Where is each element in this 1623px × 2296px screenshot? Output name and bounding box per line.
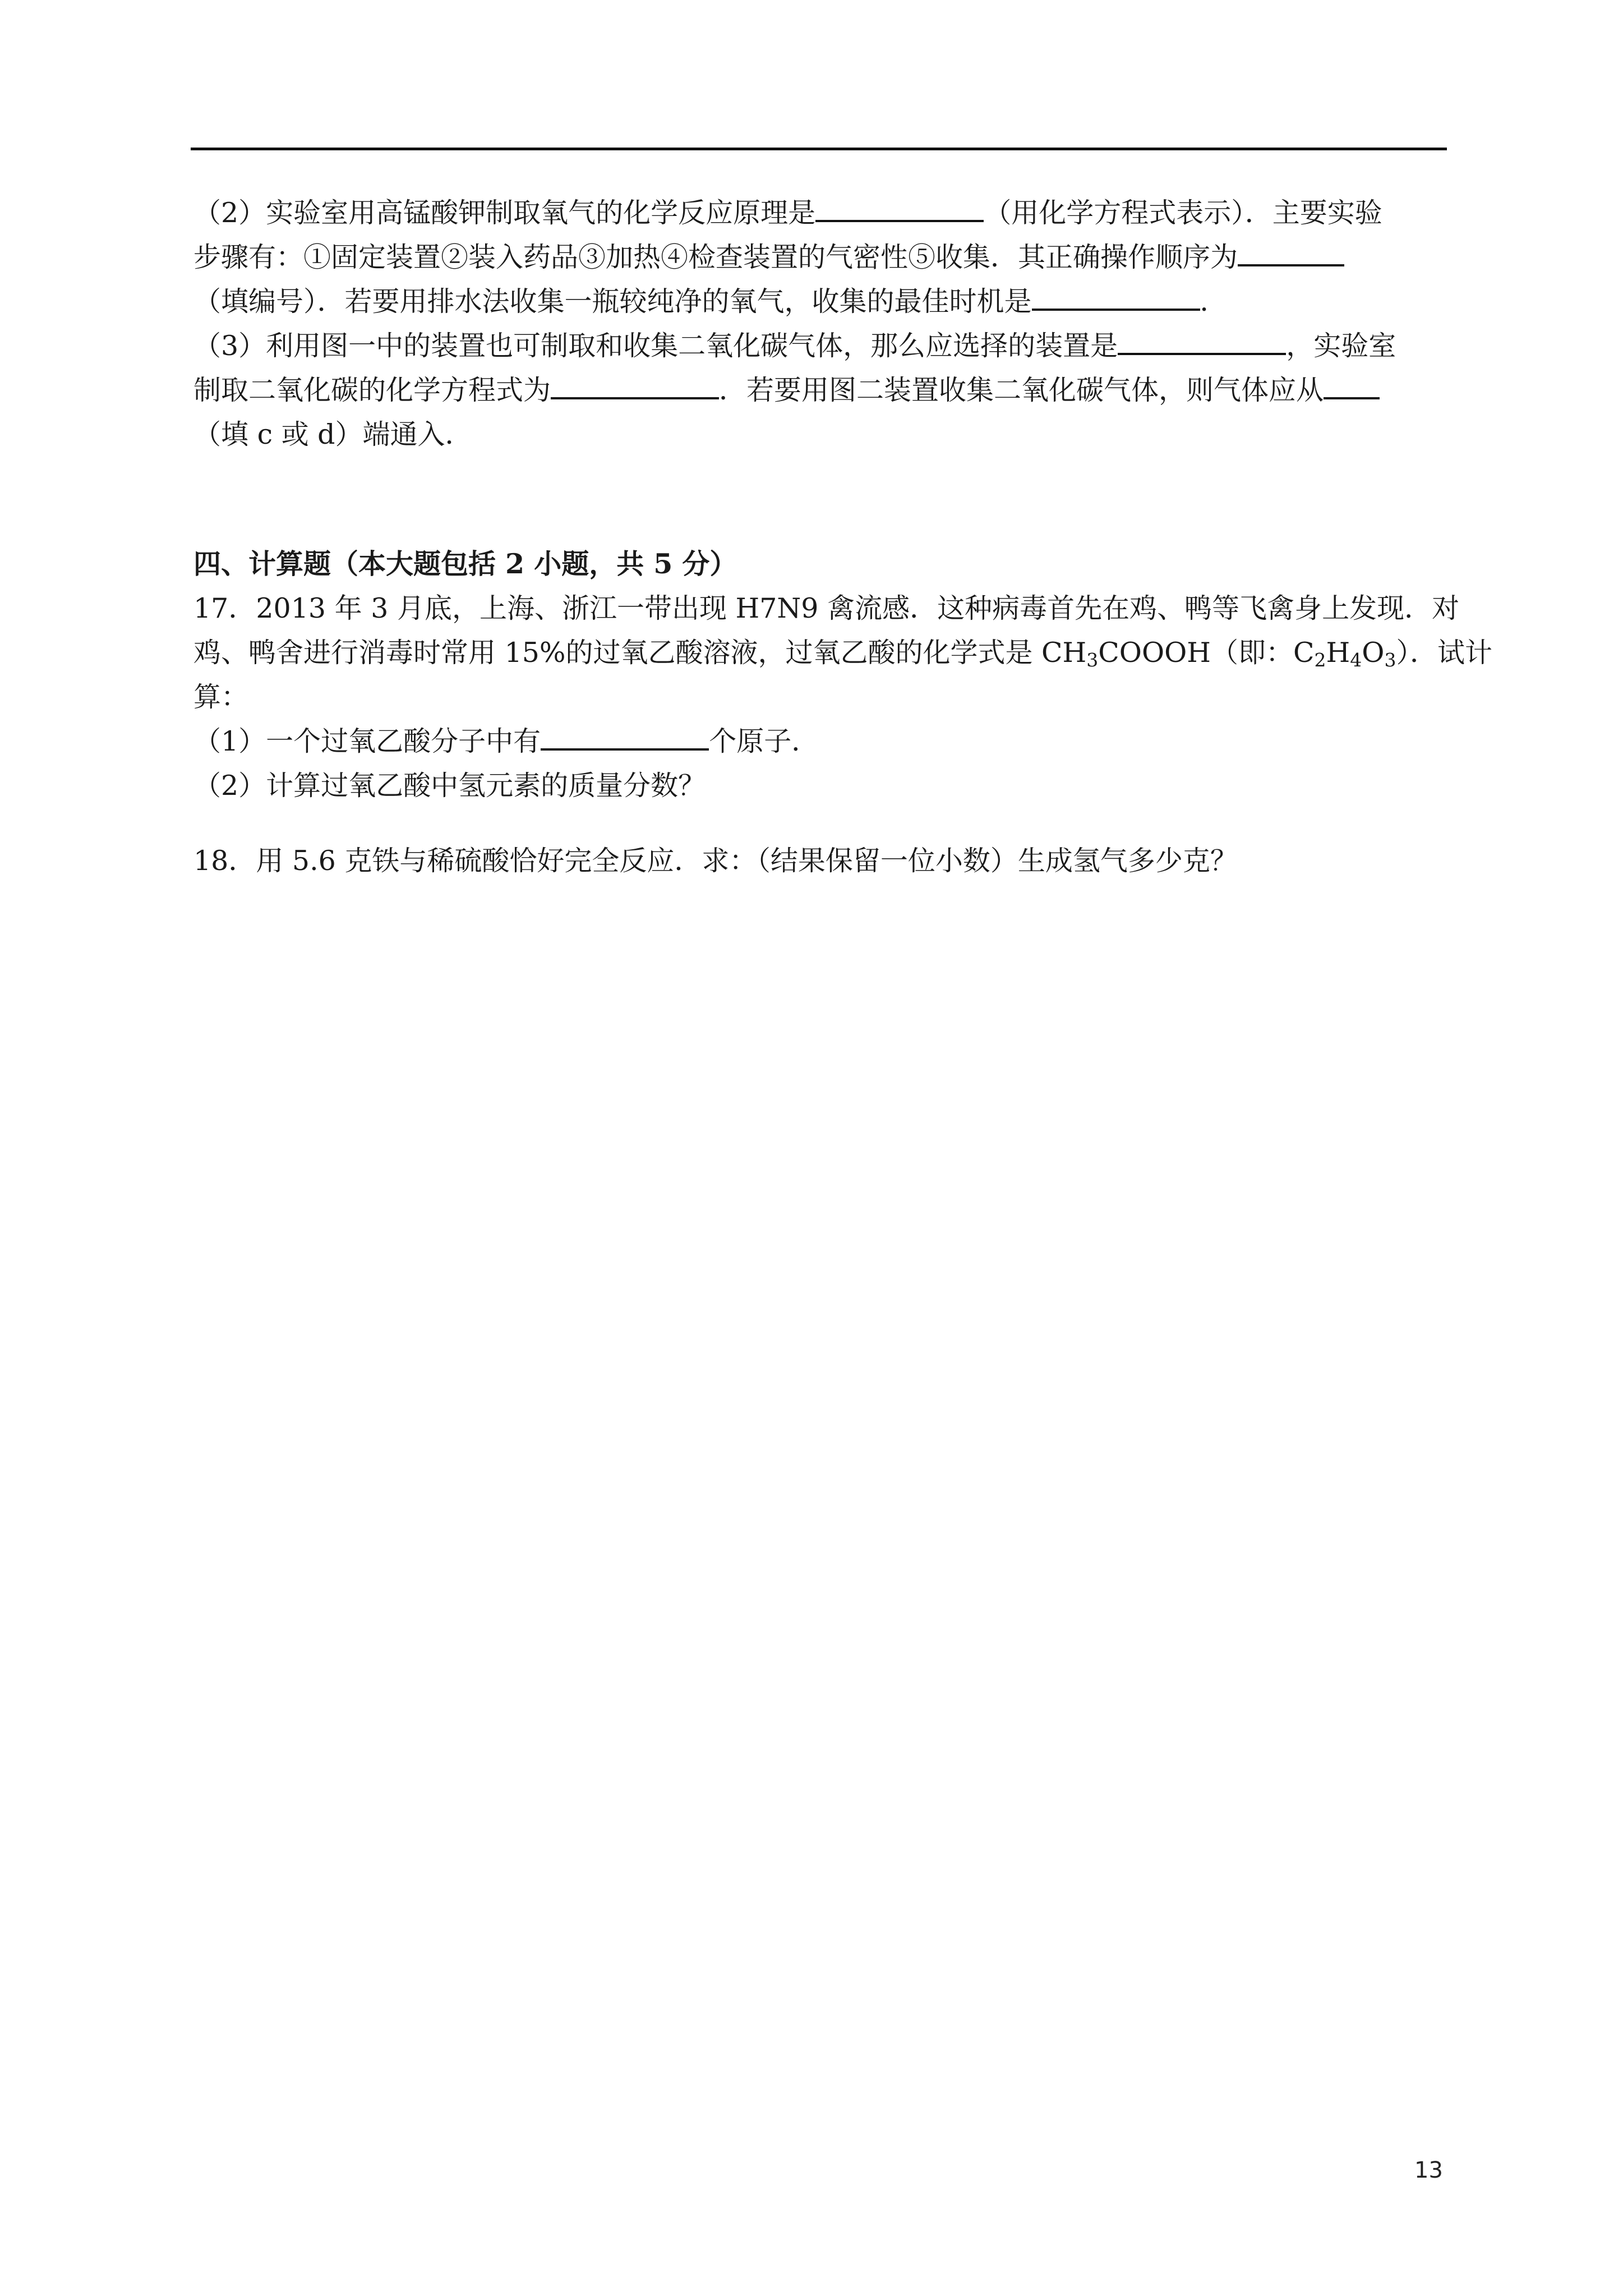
q17-sub1: （1）一个过氧乙酸分子中有 个原子．	[193, 719, 1447, 763]
q17-line3: 算：	[193, 681, 249, 713]
q16-part2-line2: 步骤有：①固定装置②装入药品③加热④检查装置的气密性⑤收集．其正确操作顺序为	[193, 235, 1447, 279]
answer-blank[interactable]	[551, 368, 719, 399]
answer-blank[interactable]	[1324, 368, 1380, 399]
answer-blank[interactable]	[541, 719, 709, 751]
q16-part2-line3: （填编号）．若要用排水法收集一瓶较纯净的氧气，收集的最佳时机是 ．	[193, 279, 1447, 324]
q17-line1: 17．2013 年 3 月底，上海、浙江一带出现 H7N9 禽流感．这种病毒首先在鸡、鸭等飞禽身上发现．对	[193, 592, 1460, 624]
q17-line2: 鸡、鸭舍进行消毒时常用 15%的过氧乙酸溶液，过氧乙酸的化学式是 $CH_3COOOH$（即：$C_2H_4O_3$）．试计	[193, 637, 1492, 671]
section-heading: 四、计算题（本大题包括 2 小题，共 5 分）	[193, 547, 737, 580]
q18-text: 18．用 5.6 克铁与稀硫酸恰好完全反应．求：（结果保留一位小数）生成氢气多少克？	[193, 845, 1238, 877]
page-content	[193, 191, 1492, 883]
answer-blank[interactable]	[815, 191, 984, 222]
q16-part2-line1: （2）实验室用高锰酸钾制取氧气的化学反应原理是 （用化学方程式表示）．主要实验	[193, 191, 1447, 235]
q16-part3-line2: 制取二氧化碳的化学方程式为 ．若要用图二装置收集二氧化碳气体，则气体应从	[193, 368, 1447, 412]
answer-blank[interactable]	[1238, 235, 1344, 266]
header-rule	[191, 148, 1447, 150]
page-number: 13	[1414, 2157, 1443, 2183]
answer-blank[interactable]	[1118, 324, 1286, 355]
q17-sub2: （2）计算过氧乙酸中氢元素的质量分数？	[193, 770, 706, 802]
answer-blank[interactable]	[1032, 279, 1200, 311]
q16-part3-line3: （填 c 或 d）端通入．	[193, 418, 473, 450]
q16-part3-line1: （3）利用图一中的装置也可制取和收集二氧化碳气体，那么应选择的装置是 ，实验室	[193, 324, 1447, 368]
